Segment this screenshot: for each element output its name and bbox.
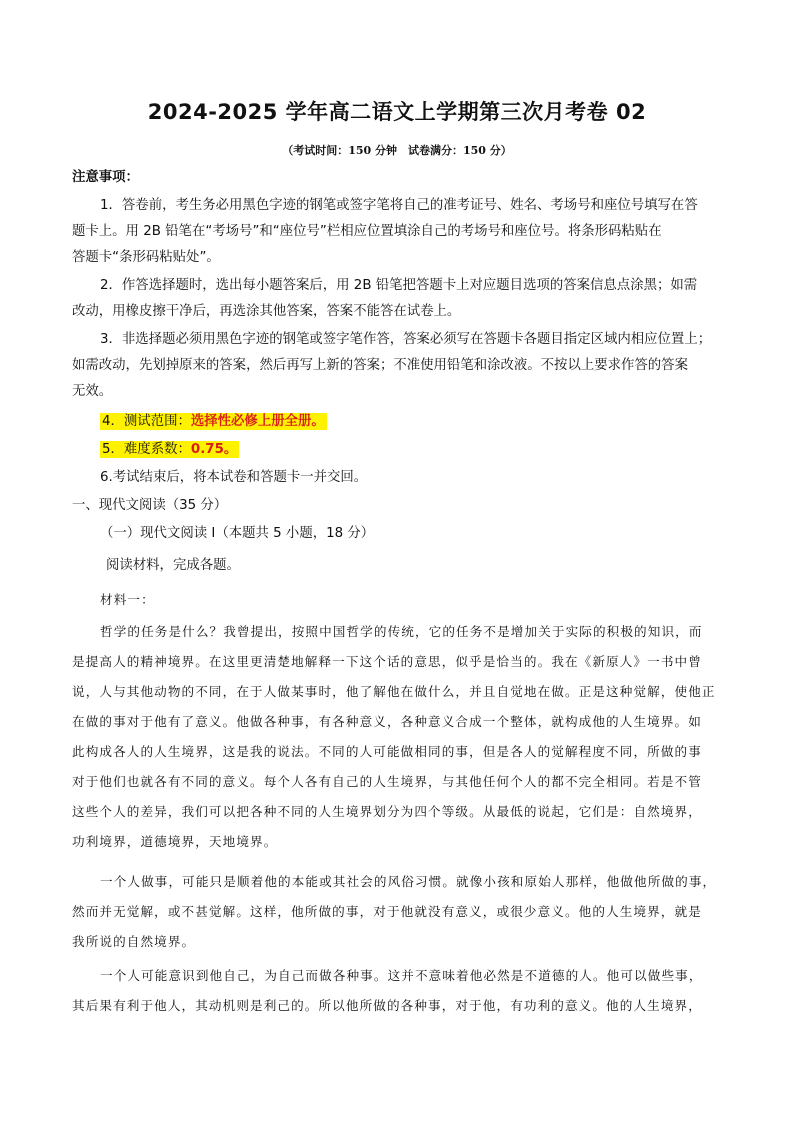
passage-para-1-line-7: 这些个人的差异，我们可以把各种不同的人生境界划分为四个等级。从最低的说起，它们是：自然境界， — [72, 804, 702, 819]
difficulty-highlight — [100, 441, 239, 458]
test-scope-label: 4．测试范围： — [102, 414, 191, 429]
passage-para-1-line-3: 说，人与其他动物的不同，在于人做某事时，他了解他在做什么，并且自觉地在做。正是这种觉解，使他正 — [72, 684, 716, 699]
notice-item-3-line-1: 3．非选择题必须用黑色字迹的钢笔或签字笔作答，答案必须写在答题卡各题目指定区域内相应位置上； — [100, 332, 712, 347]
difficulty-value: 0.75。 — [190, 442, 238, 457]
notice-item-6: 6.考试结束后，将本试卷和答题卡一并交回。 — [100, 470, 368, 485]
notice-item-2-line-1: 2．作答选择题时，选出每小题答案后，用 2B 铅笔把答题卡上对应题目选项的答案信息点涂黑；如需 — [100, 278, 698, 293]
exam-title: 2024-2025 学年高二语文上学期第三次月考卷 02 — [147, 100, 647, 124]
passage-para-2-line-2: 然而并无觉解，或不甚觉解。这样，他所做的事，对于他就没有意义，或很少意义。他的人生境界，就是 — [72, 904, 702, 919]
passage-para-2-line-3: 我所说的自然境界。 — [72, 934, 196, 949]
passage-para-1-line-2: 是提高人的精神境界。在这里更清楚地解释一下这个话的意思，似乎是恰当的。我在《新原人》一书中曾 — [72, 654, 702, 669]
notice-item-4 — [100, 412, 724, 432]
exam-subtitle: （考试时间：150 分钟 试卷满分：150 分） — [282, 144, 512, 157]
material-label: 材料一： — [100, 592, 155, 607]
notice-item-1-line-1: 1．答卷前，考生务必用黑色字迹的钢笔或签字笔将自己的准考证号、姓名、考场号和座位号填写在答 — [100, 198, 698, 213]
notice-item-3-line-3: 无效。 — [72, 384, 113, 399]
reading-instruction: 阅读材料，完成各题。 — [106, 558, 240, 573]
sub-section-heading: （一）现代文阅读 I（本题共 5 小题，18 分） — [100, 526, 375, 541]
notice-item-5 — [100, 440, 724, 460]
passage-para-2-line-1: 一个人做事，可能只是顺着他的本能或其社会的风俗习惯。就像小孩和原始人那样，他做他所做的事， — [100, 874, 717, 889]
notice-item-1-line-3: 答题卡“条形码粘贴处”。 — [72, 250, 220, 265]
difficulty-label: 5．难度系数： — [102, 442, 191, 457]
passage-para-3-line-2: 其后果有利于他人，其动机则是利己的。所以他所做的各种事，对于他，有功利的意义。他的人生境界， — [72, 998, 702, 1013]
passage-para-1-line-5: 此构成各人的人生境界，这是我的说法。不同的人可能做相同的事，但是各人的觉解程度不同，所做的事 — [72, 744, 702, 759]
notice-item-1-line-2: 题卡上。用 2B 铅笔在“考场号”和“座位号”栏相应位置填涂自己的考场号和座位号。将条形码粘贴在 — [72, 224, 662, 239]
notice-heading: 注意事项： — [72, 170, 139, 185]
notice-item-3-line-2: 如需改动，先划掉原来的答案，然后再写上新的答案；不准使用铅笔和涂改液。不按以上要求作答的答案 — [72, 358, 688, 373]
passage-para-1-line-6: 对于他们也就各有不同的意义。每个人各有自己的人生境界，与其他任何个人的都不完全相同。若是不管 — [72, 774, 702, 789]
test-scope-highlight — [100, 413, 327, 430]
test-scope-value: 选择性必修上册全册。 — [190, 414, 325, 429]
passage-para-1-line-1: 哲学的任务是什么？我曾提出，按照中国哲学的传统，它的任务不是增加关于实际的积极的知识，而 — [100, 624, 703, 639]
passage-para-3-line-1: 一个人可能意识到他自己，为自己而做各种事。这并不意味着他必然是不道德的人。他可以做些事， — [100, 968, 703, 983]
section-heading: 一、现代文阅读（35 分） — [72, 498, 228, 513]
passage-para-1-line-4: 在做的事对于他有了意义。他做各种事，有各种意义，各种意义合成一个整体，就构成他的人生境界。如 — [72, 714, 702, 729]
passage-para-1-line-8: 功利境界，道德境界，天地境界。 — [72, 834, 278, 849]
notice-item-2-line-2: 改动，用橡皮擦干净后，再选涂其他答案，答案不能答在试卷上。 — [72, 304, 461, 319]
